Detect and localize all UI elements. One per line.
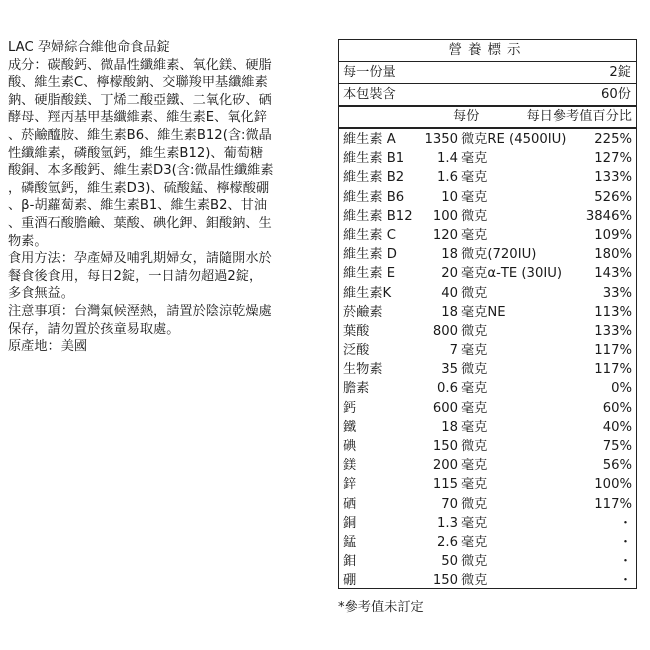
nutrient-daily-value: 133% [594, 323, 632, 339]
nutrient-unit: 微克 [461, 573, 488, 589]
nutrient-name: 維生素K [343, 285, 392, 301]
nutrient-amount: 150 [432, 439, 458, 454]
nutrient-amount: 18 [441, 247, 458, 263]
nutrient-amount: 18 [441, 304, 458, 320]
nutrient-unit: 微克(720IU) [461, 247, 537, 263]
nutrient-amount: 7 [449, 343, 458, 359]
nutrient-row [339, 437, 636, 456]
nutrient-amount: 50 [441, 554, 458, 570]
nutrient-rows [339, 129, 636, 591]
nutrient-name: 銅 [343, 515, 357, 531]
ingredients-line: 物素。 [8, 233, 48, 249]
nutrient-amount: 200 [432, 458, 458, 474]
nutrient-unit: 微克 [461, 285, 488, 301]
nutrient-daily-value: 113% [594, 304, 632, 320]
nutrient-row [339, 130, 636, 149]
nutrient-daily-value: 40% [602, 419, 632, 435]
usage-line: 食用方法：孕產婦及哺乳期婦女，請隨開水於 [8, 251, 272, 267]
nutrient-daily-value: ・ [618, 515, 632, 531]
nutrient-amount: 70 [441, 496, 458, 512]
nutrient-name: 生物素 [343, 362, 383, 378]
nutrient-daily-value: 56% [602, 458, 632, 474]
nutrient-name: 維生素 A [343, 132, 396, 147]
nutrient-daily-value: 133% [594, 170, 632, 186]
usage-line: 多食無益。 [8, 286, 74, 302]
nutrient-row [339, 360, 636, 379]
nutrient-daily-value: 127% [594, 151, 632, 167]
nutrient-name: 鉬 [343, 554, 357, 570]
nutrient-amount: 40 [441, 285, 458, 301]
ingredients-line: 性纖維素，磷酸氫鈣，維生素B12)、葡萄糖 [8, 145, 264, 161]
nutrient-amount: 115 [432, 477, 458, 493]
nutrient-name: 錳 [343, 534, 357, 550]
ingredients-line: 酵母、羥丙基甲基纖維素、維生素E、氧化鋅 [8, 110, 267, 126]
nutrient-row [339, 379, 636, 398]
nutrient-name: 硼 [343, 573, 357, 589]
ingredients-line: ，磷酸氫鈣，維生素D3)、硫酸錳、檸檬酸硼 [8, 180, 270, 196]
nutrient-daily-value: 117% [594, 362, 632, 378]
nutrient-daily-value: 109% [594, 227, 632, 243]
package-value: 60份 [601, 87, 631, 102]
serving-size-row [339, 62, 636, 84]
nutrient-name: 碘 [343, 439, 357, 454]
nutrient-unit: 毫克 [461, 534, 488, 550]
nutrient-daily-value: ・ [618, 573, 632, 589]
serving-value: 2錠 [609, 65, 631, 80]
nutrient-unit: 毫克 [461, 515, 488, 531]
nutrient-name: 維生素 B1 [343, 151, 405, 167]
nutrient-name: 葉酸 [343, 323, 370, 339]
per-serving-header: 每份 [453, 109, 480, 124]
nutrient-unit: 微克RE (4500IU) [461, 132, 567, 147]
nutrient-unit: 微克 [461, 208, 488, 224]
nutrient-amount: 1350 [424, 132, 458, 147]
nutrient-unit: 微克 [461, 554, 488, 570]
nutrient-unit: 毫克 [461, 381, 488, 397]
ingredients-line: 成分：碳酸鈣、微晶性纖維素、氧化鎂、硬脂 [8, 57, 272, 73]
nutrient-unit: 毫克α-TE (30IU) [461, 266, 563, 282]
daily-value-header: 每日參考值百分比 [526, 109, 632, 124]
nutrient-name: 鎂 [343, 458, 357, 474]
nutrient-daily-value: 117% [594, 496, 632, 512]
nutrient-row [339, 149, 636, 168]
nutrient-unit: 毫克 [461, 170, 488, 186]
nutrient-unit: 毫克 [461, 227, 488, 243]
nutrient-name: 鋅 [343, 477, 357, 493]
nutrient-row [339, 514, 636, 533]
nutrient-name: 膽素 [343, 381, 370, 397]
footnote: *參考值未訂定 [338, 600, 424, 615]
nutrient-daily-value: 180% [594, 247, 632, 263]
nutrient-unit: 毫克 [461, 458, 488, 474]
nutrient-amount: 20 [441, 266, 458, 282]
nutrient-daily-value: 100% [594, 477, 632, 493]
nutrient-unit: 微克 [461, 323, 488, 339]
nutrient-row [339, 418, 636, 437]
nutrient-amount: 10 [441, 189, 458, 205]
nutrient-row [339, 303, 636, 322]
nutrient-row [339, 168, 636, 187]
nutrient-unit: 微克 [461, 362, 488, 378]
nutrient-row [339, 264, 636, 283]
nutrient-amount: 150 [432, 573, 458, 589]
nutrient-daily-value: 60% [602, 400, 632, 416]
nutrient-amount: 1.6 [437, 170, 458, 186]
usage-line: 餐食後食用，每日2錠，一日請勿超過2錠， [8, 268, 263, 284]
nutrient-daily-value: 143% [594, 266, 632, 282]
nutrient-name: 維生素 B2 [343, 170, 405, 186]
nutrient-name: 維生素 C [343, 227, 396, 243]
nutrient-daily-value: 75% [602, 439, 632, 454]
nutrient-unit: 毫克 [461, 477, 488, 493]
caution-line: 保存，請勿置於孩童易取處。 [8, 321, 180, 337]
nutrient-name: 維生素 E [343, 266, 396, 282]
nutrient-amount: 120 [432, 227, 458, 243]
nutrient-row [339, 188, 636, 207]
serving-label: 每一份量 [343, 65, 396, 80]
product-description [8, 39, 326, 356]
nutrient-name: 鐵 [343, 419, 357, 435]
nutrient-unit: 毫克 [461, 343, 488, 359]
nutrient-name: 鈣 [343, 400, 357, 416]
ingredients-line: 酸銅、本多酸鈣、維生素D3(含:微晶性纖維素 [8, 163, 274, 179]
nutrient-row [339, 399, 636, 418]
nutrient-unit: 微克 [461, 496, 488, 512]
nutrient-row [339, 475, 636, 494]
ingredients-line: 酸、維生素C、檸檬酸鈉、交聯羧甲基纖維素 [8, 75, 268, 91]
nutrient-unit: 毫克 [461, 189, 488, 205]
servings-per-package-row [339, 84, 636, 107]
nutrient-daily-value: 0% [611, 381, 632, 397]
nutrient-row [339, 571, 636, 590]
nutrient-row [339, 284, 636, 303]
nutrient-daily-value: 3846% [585, 208, 632, 224]
nutrition-facts-table [338, 39, 637, 589]
product-title: LAC 孕婦綜合維他命食品錠 [8, 40, 170, 55]
nutrition-title: 營養標示 [339, 40, 636, 62]
nutrient-unit: 毫克NE [461, 304, 506, 320]
nutrient-name: 維生素 B12 [343, 208, 413, 224]
nutrient-unit: 毫克 [461, 151, 488, 167]
nutrient-row [339, 533, 636, 552]
caution-line: 注意事項：台灣氣候溼熱，請置於陰涼乾燥處 [8, 303, 272, 319]
nutrient-row [339, 226, 636, 245]
nutrient-amount: 1.4 [437, 151, 458, 167]
nutrient-daily-value: 117% [594, 343, 632, 359]
nutrient-name: 菸鹼素 [343, 304, 383, 320]
nutrient-amount: 600 [432, 400, 458, 416]
ingredients-line: 、β-胡蘿蔔素、維生素B1、維生素B2、甘油 [8, 198, 268, 214]
nutrition-column-header [339, 107, 636, 129]
nutrient-row [339, 456, 636, 475]
nutrient-unit: 毫克 [461, 400, 488, 416]
nutrient-row [339, 207, 636, 226]
ingredients-line: 、菸鹼醯胺、維生素B6、維生素B12(含:微晶 [8, 127, 272, 143]
nutrient-amount: 35 [441, 362, 458, 378]
nutrient-daily-value: ・ [618, 554, 632, 570]
nutrient-name: 硒 [343, 496, 357, 512]
nutrient-daily-value: 225% [594, 132, 632, 147]
nutrient-amount: 2.6 [437, 534, 458, 550]
nutrient-name: 維生素 B6 [343, 189, 405, 205]
nutrient-row [339, 495, 636, 514]
nutrient-row [339, 322, 636, 341]
nutrient-name: 泛酸 [343, 343, 370, 359]
origin-line: 原產地：美國 [8, 339, 88, 355]
nutrient-daily-value: 33% [602, 285, 632, 301]
nutrient-row [339, 341, 636, 360]
ingredients-line: 、重酒石酸膽鹼、葉酸、碘化鉀、鉬酸鈉、生 [8, 215, 272, 231]
nutrient-row [339, 552, 636, 571]
nutrient-amount: 800 [432, 323, 458, 339]
nutrient-amount: 100 [432, 208, 458, 224]
nutrient-amount: 0.6 [437, 381, 458, 397]
package-label: 本包裝含 [343, 87, 396, 102]
nutrient-row [339, 245, 636, 264]
nutrient-amount: 18 [441, 419, 458, 435]
nutrient-amount: 1.3 [437, 515, 458, 531]
nutrient-daily-value: ・ [618, 534, 632, 550]
ingredients-line: 鈉、硬脂酸鎂、丁烯二酸亞鐵、二氧化矽、硒 [8, 92, 272, 108]
nutrient-daily-value: 526% [594, 189, 632, 205]
nutrient-unit: 毫克 [461, 419, 488, 435]
nutrient-name: 維生素 D [343, 247, 397, 263]
nutrient-unit: 微克 [461, 439, 488, 454]
